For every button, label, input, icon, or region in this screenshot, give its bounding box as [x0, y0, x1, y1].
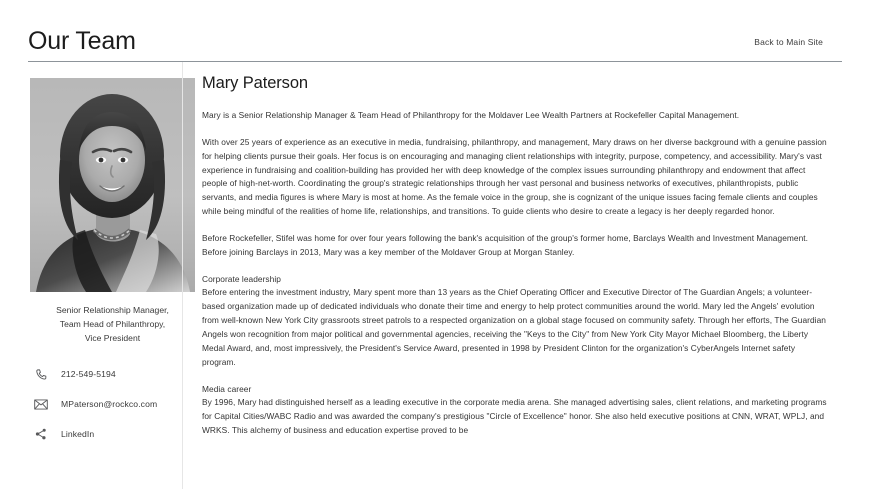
bio-person-name: Mary Paterson [202, 74, 308, 92]
email-address[interactable]: MPaterson@rockco.com [61, 399, 158, 410]
section-heading: Corporate leadership [202, 273, 281, 284]
bio-main [183, 62, 870, 489]
bio-intro-paragraph: Mary is a Senior Relationship Manager & Team Head of Philanthropy for the Moldaver Lee Wealth Partners at Rockefeller Capital Management. [202, 110, 740, 120]
content-area [0, 62, 870, 489]
section-body: By 1996, Mary had distinguished herself as a leading executive in the corporate media arena. She managed advertising sales, client relations, and marketing programs for Capital Cities/WABC Radio and was awarded the company's prestigious "Circle of Excellence" honor. She also held executive positions at CNN, WRAT, WPLJ, and WRKS. This alchemy of business and education expertise proved to be [202, 397, 827, 436]
contact-list [30, 361, 195, 448]
profile-role [30, 304, 195, 346]
bio-experience-paragraph: With over 25 years of experience as an executive in media, fundraising, philanthropy, and management, Mary draws on her diverse background with a genuine passion for helping clients pursue their goals. Her focus is on encouraging and managing client relationships with integrity, purpose, competency, and accessibility. Mary's vast experience in fundraising and coalition-building has provided her with deep knowledge of the complex issues surrounding philanthropy and endowment that affect people of high-net-worth. Coordinating the group's strategic relationships through her vast personal and business networks of executives, philanthropists, public servants, and media figures is where Mary is most at home. As the female voice in the group, she is cognizant of the unique issues facing female clients and couples while being mindful of the realities of home life, relationships, and transitions. To guide clients who desire to create a legacy is her deeply regarded honor. [202, 136, 827, 217]
back-to-main-site-link[interactable]: Back to Main Site [754, 37, 823, 47]
envelope-icon [30, 399, 52, 410]
phone-icon [30, 368, 52, 381]
contact-phone[interactable] [30, 361, 195, 388]
linkedin-icon [30, 427, 52, 441]
role-line-3: Vice President [84, 332, 141, 343]
page-title: Our Team [28, 26, 136, 55]
phone-number: 212-549-5194 [61, 369, 116, 380]
section-body: Before entering the investment industry, Mary spent more than 13 years as the Chief Operating Officer and Executive Director of The Guardian Angels; a volunteer-based organization made up of dedicated individuals who donate their time and energy to help protect communities around the world. Mary led the Angels' evolution from well-known New York City grassroots street patrols to a respected organization on a global stage focused on community safety. Through her efforts, The Guardian Angels won recognition from major political and governmental agencies, receiving the "Keys to the City" from New York City Mayor Michael Bloomberg, the Liberty Medal Award, and, most impressively, the President's Service Award, presented in 1998 by President Clinton for the organization's CyberAngels Internet safety program. [202, 287, 826, 367]
role-line-2: Team Head of Philanthropy, [59, 318, 166, 329]
bio-history-paragraph: Before Rockefeller, Stifel was home for over four years following the bank's acquisition of the group's former home, Barclays Wealth and Investment Management. Before joining Barclays in 2013, Mary was a key member of the Moldaver Group at Morgan Stanley. [202, 232, 809, 257]
linkedin-label[interactable]: LinkedIn [61, 429, 95, 440]
bio-section-media-career [202, 383, 862, 438]
role-line-1: Senior Relationship Manager, [56, 305, 169, 315]
sidebar-divider [182, 62, 183, 489]
contact-linkedin[interactable] [30, 421, 195, 448]
page-header [0, 0, 870, 62]
header-nav [754, 32, 842, 62]
contact-email[interactable] [30, 391, 195, 418]
section-heading: Media career [202, 383, 252, 394]
profile-sidebar [0, 62, 183, 489]
bio-section-corporate-leadership [202, 273, 862, 370]
profile-photo [30, 78, 195, 292]
